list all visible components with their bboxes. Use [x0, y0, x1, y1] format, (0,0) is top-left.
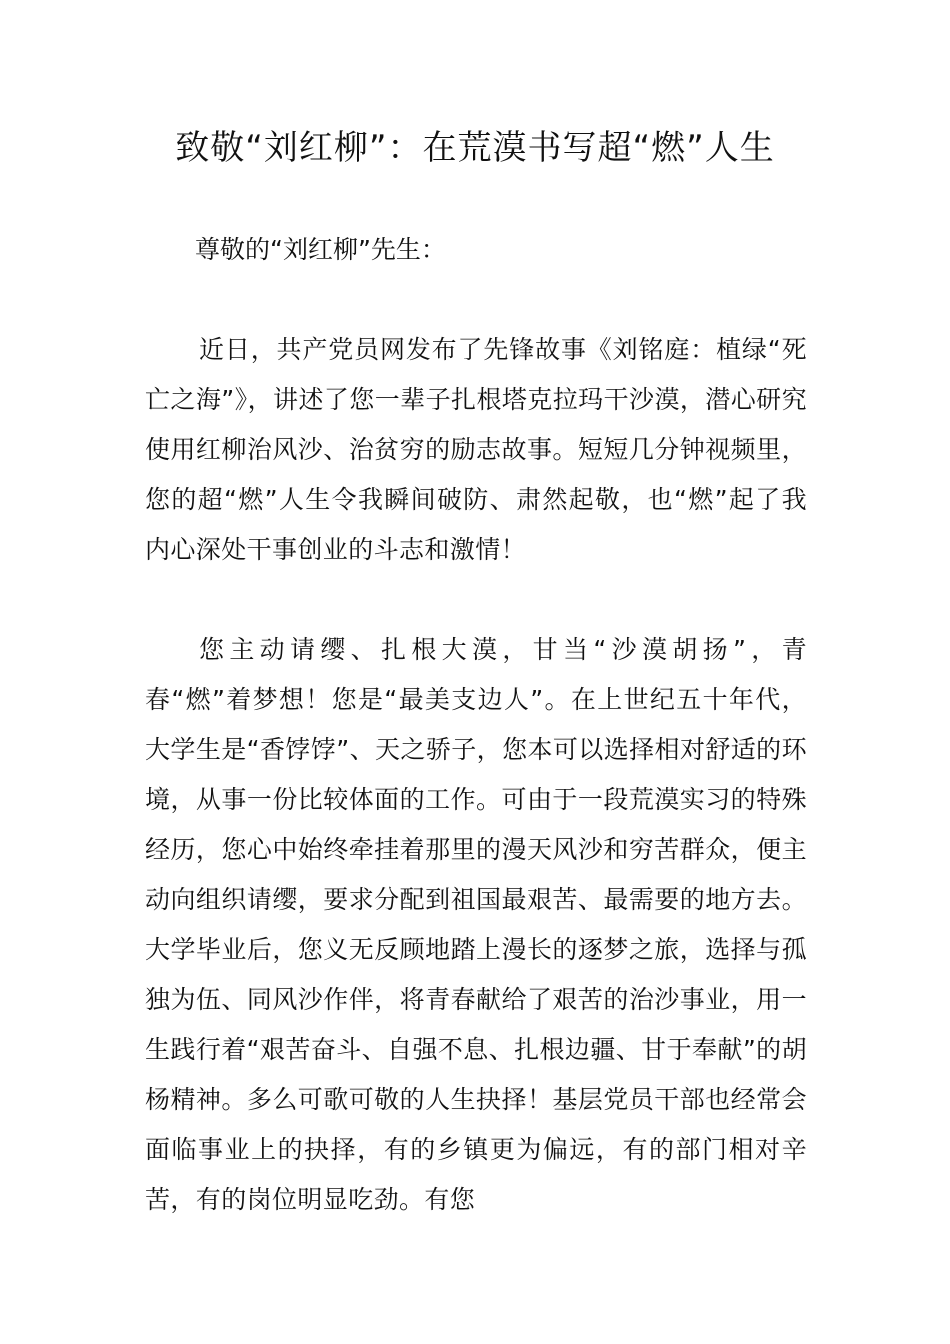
paragraph-2: 您主动请缨、扎根大漠，甘当“沙漠胡扬”，青春“燃”着梦想！您是“最美支边人”。在上世纪五十年代，大学生是“香饽饽”、天之骄子，您本可以选择相对舒适的环境，从事一份比较体面的工作。可由于一段荒漠实习的特殊经历，您心中始终牵挂着那里的漫天风沙和穷苦群众，便主动向组织请缨，要求分配到祖国最艰苦、最需要的地方去。大学毕业后，您义无反顾地踏上漫长的逐梦之旅，选择与孤独为伍、同风沙作伴，将青春献给了艰苦的治沙事业，用一生践行着“艰苦奋斗、自强不息、扎根边疆、甘于奉献”的胡杨精神。多么可歌可敬的人生抉择！基层党员干部也经常会面临事业上的抉择，有的乡镇更为偏远，有的部门相对辛苦，有的岗位明显吃劲。有您 [145, 635, 807, 1214]
paragraph-1: 近日，共产党员网发布了先锋故事《刘铭庭：植绿“死亡之海”》，讲述了您一辈子扎根塔克拉玛干沙漠，潜心研究使用红柳治风沙、治贫穷的励志故事。短短几分钟视频里，您的超“燃”人生令我瞬间破防、肃然起敬，也“燃”起了我内心深处干事创业的斗志和激情！ [145, 335, 807, 564]
document-title: 致敬“刘红柳”：在荒漠书写超“燃”人生 [175, 128, 775, 168]
salutation: 尊敬的“刘红柳”先生： [195, 235, 446, 264]
